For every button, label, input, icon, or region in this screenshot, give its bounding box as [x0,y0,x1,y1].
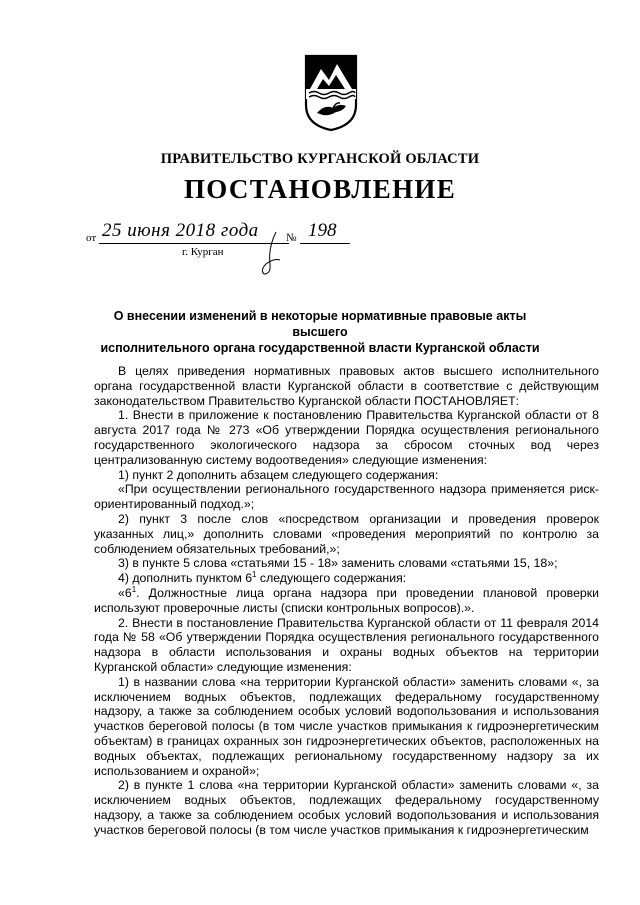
government-name: ПРАВИТЕЛЬСТВО КУРГАНСКОЙ ОБЛАСТИ [160,151,480,167]
document-body [94,364,599,838]
text-fragment: «6 [118,585,132,600]
document-date: 25 июня 2018 года [102,220,259,241]
coat-of-arms-icon [303,53,359,131]
paragraph-subitem-3: 3) в пункте 5 слова «статьями 15 - 18» заменить словами «статьями 15, 18»; [118,556,558,571]
paragraph-subitem-4 [94,571,599,586]
number-label: № [286,232,297,244]
paragraph-subitem-2-1: 1) в названии слова «на территории Курганской области» заменить словами «, за исключением водных объектов, подлежащих федеральному государственному надзору, а также за соблюдением особых условий водопользования и использования участков береговой полосы (в том числе участков примыкания к гидроэнергетическим объектам) в границах охранных зон гидроэнергетических объектов, расположенных на водных объектах, подлежащих региональному государственному надзору за их использованием и охраной»; [94,674,599,778]
document-subject [95,308,545,356]
text-fragment: 4) дополнить пунктом 6 [118,571,253,586]
text-fragment: следующего содержания: [256,571,407,586]
paragraph-preamble: В целях приведения нормативных правовых актов высшего исполнительного органа государственной власти Курганской области в соответствие с действующим законодательством Правительство Курганской области ПОСТАНОВЛЯЕТ: [94,364,599,408]
handwritten-signature [258,230,288,276]
city-label: г. Курган [182,246,224,258]
superscript: 1 [131,584,137,594]
paragraph-item-2: 2. Внести в постановление Правительства Курганской области от 11 февраля 2014 года № 58 «Об утверждении Порядка осуществления регионального государственного надзора в области использования и охраны водных объектов на территории Курганской области» следующие изменения: [94,615,599,674]
date-number-line [86,222,386,272]
document-number: 198 [308,220,337,241]
document-type-title: ПОСТАНОВЛЕНИЕ [183,174,456,204]
paragraph-quote-2 [94,586,599,616]
paragraph-subitem-2-2: 2) в пункте 1 слова «на территории Курганской области» заменить словами «, за исключением водных объектов, подлежащих федеральному государственному надзору, а также за соблюдением особых условий водопользования и использования участков береговой полосы (в том числе участков примыкания к гидроэнергетическим [94,778,599,837]
subject-line-2: исполнительного органа государственной власти Курганской области [100,341,540,355]
paragraph-subitem-2: 2) пункт 3 после слов «посредством организации и проведения проверок указанных лиц,» дополнить словами «проведения мероприятий по контролю за соблюдением обязательных требований,»; [94,511,599,556]
text-fragment: . Должностные лица органа надзора при проведении плановой проверки используют проверочные листы (списки контрольных вопросов).». [94,585,599,615]
superscript: 1 [252,570,257,580]
date-from-label: от [86,232,97,244]
subject-line-1: О внесении изменений в некоторые нормативные правовые акты высшего [113,309,527,339]
number-underline [300,243,350,244]
paragraph-item-1: 1. Внести в приложение к постановлению Правительства Курганской области от 8 августа 2017 года № 273 «Об утверждении Порядка осуществления регионального государственного экологического надзора за сбросом сточных вод через централизованную систему водоотведения» следующие изменения: [94,408,599,467]
paragraph-subitem-1: 1) пункт 2 дополнить абзацем следующего содержания: [118,467,439,482]
paragraph-quote-1: «При осуществлении регионального государственного надзора применяется риск-ориентированный подход.»; [94,482,599,512]
